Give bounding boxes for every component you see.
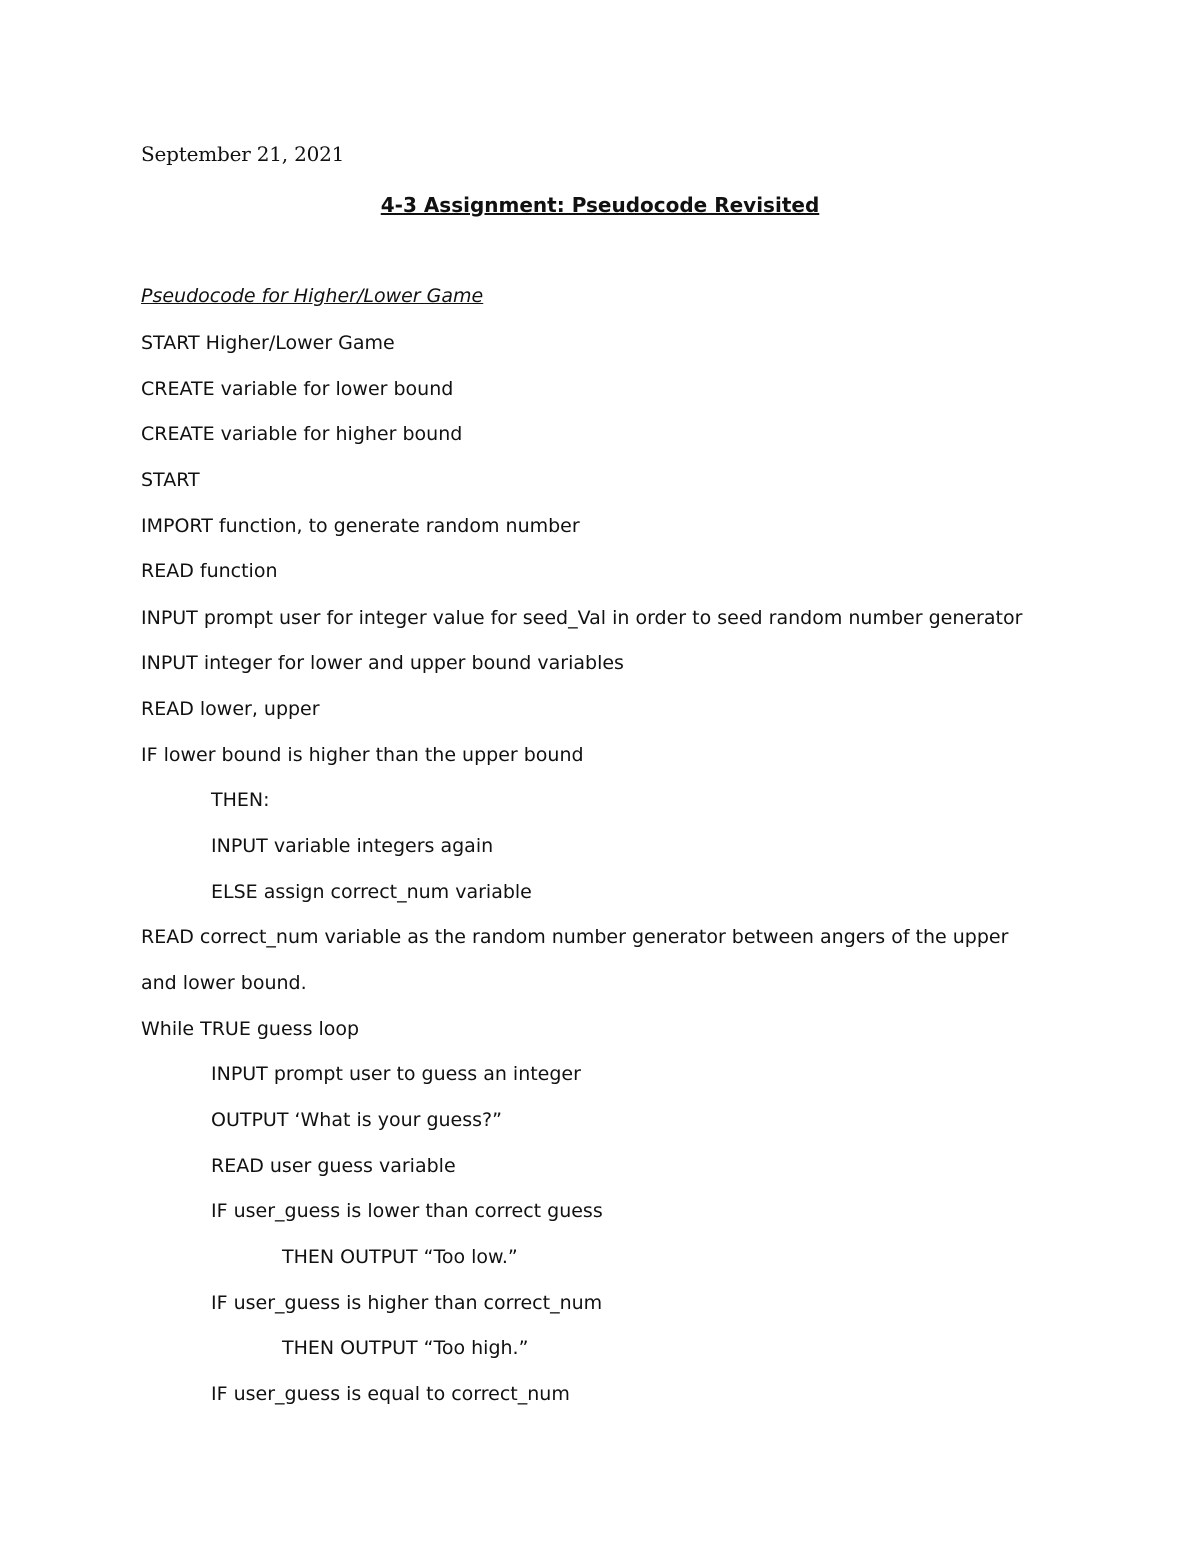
pseudocode-line: CREATE variable for higher bound <box>141 423 463 445</box>
pseudocode-line: While TRUE guess loop <box>141 1018 360 1040</box>
pseudocode-line: INPUT prompt user to guess an integer <box>211 1063 581 1085</box>
pseudocode-line: THEN OUTPUT “Too low.” <box>282 1246 518 1268</box>
pseudocode-line: OUTPUT ‘What is your guess?” <box>211 1109 502 1131</box>
document-subtitle: Pseudocode for Higher/Lower Game <box>141 285 484 307</box>
document-date: September 21, 2021 <box>141 142 345 166</box>
pseudocode-line: INPUT integer for lower and upper bound variables <box>141 652 624 674</box>
pseudocode-line: CREATE variable for lower bound <box>141 378 454 400</box>
pseudocode-line: START Higher/Lower Game <box>141 332 395 354</box>
pseudocode-line: IF user_guess is equal to correct_num <box>211 1383 570 1405</box>
pseudocode-line: START <box>141 469 200 491</box>
pseudocode-line: READ user guess variable <box>211 1155 456 1177</box>
pseudocode-line: THEN: <box>211 789 270 811</box>
pseudocode-line: READ correct_num variable as the random number generator between angers of the upper <box>141 926 1009 948</box>
pseudocode-line: INPUT variable integers again <box>211 835 494 857</box>
pseudocode-line: READ lower, upper <box>141 698 320 720</box>
pseudocode-line: INPUT prompt user for integer value for seed_Val in order to seed random number generator <box>141 607 1023 629</box>
pseudocode-line: THEN OUTPUT “Too high.” <box>282 1337 529 1359</box>
pseudocode-line: ELSE assign correct_num variable <box>211 881 532 903</box>
pseudocode-line: IF lower bound is higher than the upper bound <box>141 744 584 766</box>
pseudocode-line: IMPORT function, to generate random number <box>141 515 580 537</box>
document-title: 4-3 Assignment: Pseudocode Revisited <box>380 193 820 217</box>
pseudocode-line: IF user_guess is higher than correct_num <box>211 1292 603 1314</box>
pseudocode-line: and lower bound. <box>141 972 307 994</box>
pseudocode-line: IF user_guess is lower than correct guess <box>211 1200 603 1222</box>
pseudocode-line: READ function <box>141 560 278 582</box>
